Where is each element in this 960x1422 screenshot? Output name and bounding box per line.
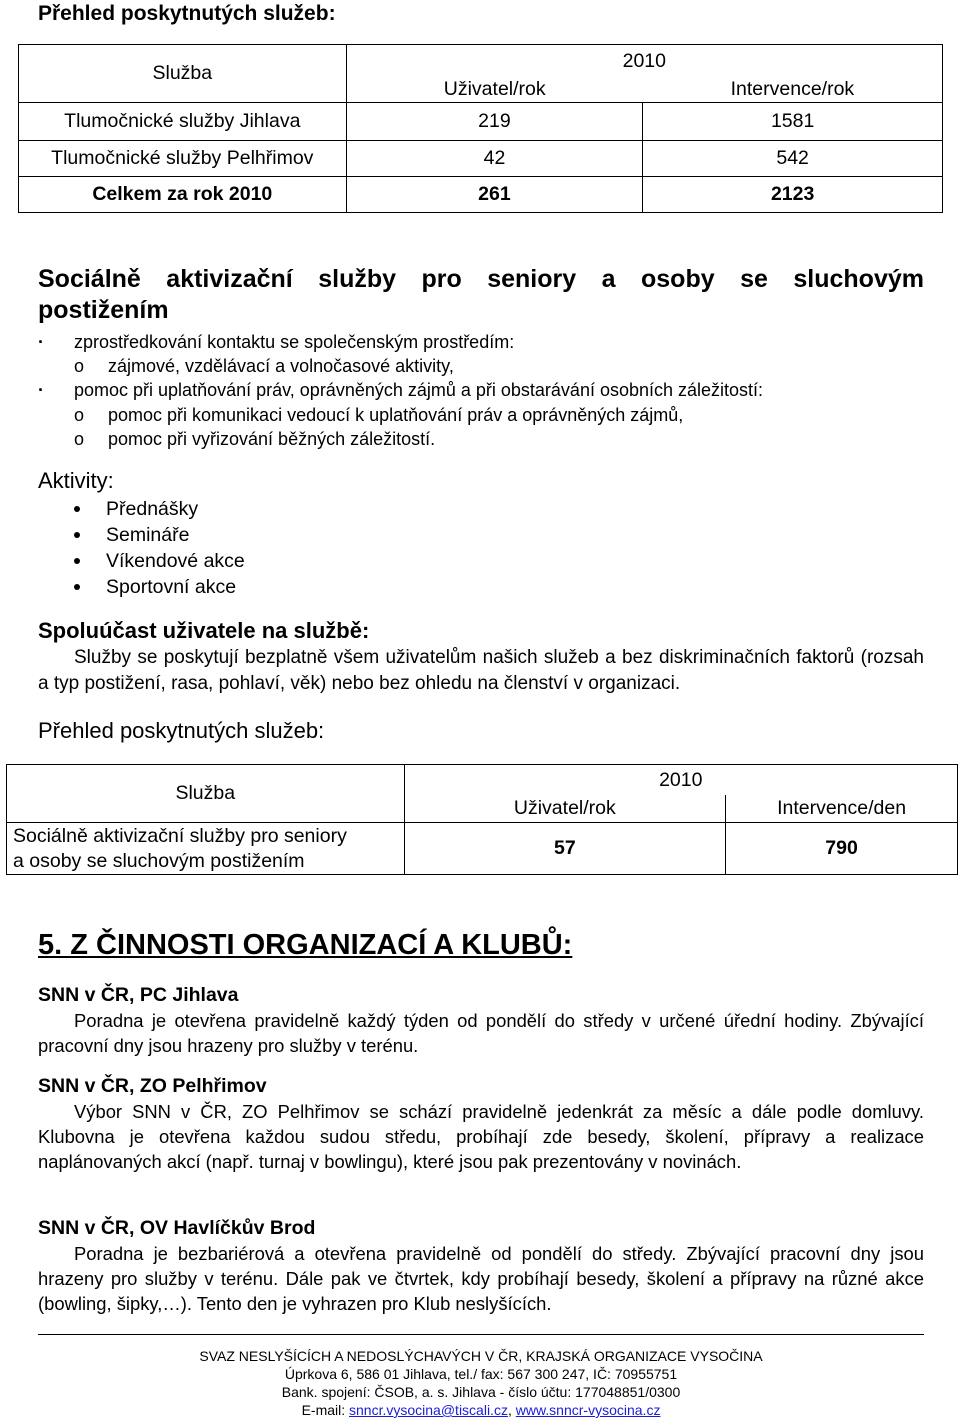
table1-header-service: Služba	[19, 45, 347, 103]
list-marker: ·	[38, 380, 44, 400]
table2-header-year: 2010	[404, 765, 957, 795]
bullet-icon	[74, 584, 80, 590]
list-marker: o	[74, 356, 85, 376]
org-text-jihlava: Poradna je otevřena pravidelně každý týden od pondělí do středy v určené úřední hodiny. Zbývající pracovní dny jsou hrazeny pro služby v terénu.	[38, 1010, 924, 1056]
activity-item: Přednášky	[106, 498, 199, 520]
footer-address: Úprkova 6, 586 01 Jihlava, tel./ fax: 567 300 247, IČ: 70955751	[284, 1366, 678, 1382]
activity-item: Semináře	[106, 524, 190, 546]
table-row	[19, 103, 943, 141]
table1-row2-service: Tlumočnické služby Pelhřimov	[19, 141, 347, 177]
table1-total-service: Celkem za rok 2010	[19, 177, 347, 213]
org-text-havlickuv-brod: Poradna je bezbariérová a otevřena pravidelně od pondělí do středy. Zbývající pracovní dny jsou hrazeny pro služby v terénu. Dále pak ve čtvrtek, kdy probíhají besedy, školení a přípravy na různé akce (bowling, šipky,…). Tento den je vyhrazen pro Klub neslyšících.	[38, 1243, 924, 1314]
table2-row-interventions: 790	[726, 823, 958, 875]
footer-separator: ,	[507, 1402, 512, 1418]
overview-heading-1: Přehled poskytnutých služeb:	[38, 2, 336, 25]
participation-heading: Spoluúčast uživatele na službě:	[38, 618, 370, 643]
table1-row1-interventions: 1581	[643, 103, 943, 141]
section-heading-activation-line1: Sociálně aktivizační služby pro seniory a osoby se sluchovým	[38, 265, 924, 293]
bullet-icon	[74, 506, 80, 512]
list-marker: o	[74, 405, 85, 425]
table2-row-service-line1: Sociálně aktivizační služby pro seniory	[13, 824, 347, 847]
table2-row-service-line2: a osoby se sluchovým postižením	[13, 849, 305, 872]
table2-header-users: Uživatel/rok	[404, 795, 726, 823]
table1-total-users: 261	[346, 177, 643, 213]
org-name-pelhrimov: SNN v ČR, ZO Pelhřimov	[38, 1075, 267, 1097]
table1-header-year: 2010	[346, 45, 942, 77]
list-item: zájmové, vzdělávací a volnočasové aktivity,	[108, 356, 454, 376]
list-item: pomoc při komunikaci vedoucí k uplatňování práv a oprávněných zájmů,	[108, 405, 684, 425]
list-item: zprostředkování kontaktu se společenským prostředím:	[74, 332, 515, 352]
table-row	[19, 141, 943, 177]
services-table-interpreting	[18, 44, 943, 213]
table1-header-interventions: Intervence/rok	[643, 77, 943, 103]
participation-text: Služby se poskytují bezplatně všem uživatelům našich služeb a bez diskriminačních faktorů (rozsah a typ postižení, rasa, pohlaví, věk) nebo bez ohledu na členství v organizaci.	[38, 647, 924, 694]
services-table-activation	[6, 764, 958, 875]
activity-item: Sportovní akce	[106, 576, 237, 598]
activity-item: Víkendové akce	[106, 550, 245, 572]
overview-heading-2: Přehled poskytnutých služeb:	[38, 718, 325, 743]
footer-email-link[interactable]: snncr.vysocina@tiscali.cz	[349, 1402, 508, 1418]
table-row	[7, 823, 958, 875]
footer-web-link[interactable]: www.snncr-vysocina.cz	[515, 1402, 661, 1418]
table1-header-users: Uživatel/rok	[346, 77, 643, 103]
table1-total-interventions: 2123	[643, 177, 943, 213]
footer-bank: Bank. spojení: ČSOB, a. s. Jihlava - číslo účtu: 177048851/0300	[281, 1384, 681, 1400]
table2-row-users: 57	[404, 823, 726, 875]
table2-row-service	[7, 823, 405, 875]
section-heading-organizations-text: 5. Z ČINNOSTI ORGANIZACÍ A KLUBŮ:	[38, 929, 573, 961]
section-heading-organizations	[38, 927, 572, 963]
footer-contact	[38, 1401, 924, 1419]
table1-row1-users: 219	[346, 103, 643, 141]
activities-heading: Aktivity:	[38, 468, 114, 493]
bullet-icon	[74, 558, 80, 564]
table1-row1-service: Tlumočnické služby Jihlava	[19, 103, 347, 141]
table2-header-service: Služba	[7, 765, 405, 823]
section-heading-activation-line2: postižením	[38, 296, 169, 324]
table-row-total	[19, 177, 943, 213]
org-name-jihlava: SNN v ČR, PC Jihlava	[38, 984, 239, 1006]
footer-email-label: E-mail:	[301, 1402, 346, 1418]
org-name-havlickuv-brod: SNN v ČR, OV Havlíčkův Brod	[38, 1217, 316, 1239]
list-marker: ·	[38, 332, 44, 352]
bullet-icon	[74, 532, 80, 538]
table1-row2-users: 42	[346, 141, 643, 177]
list-item: pomoc při vyřizování běžných záležitostí.	[108, 429, 436, 449]
org-text-pelhrimov: Výbor SNN v ČR, ZO Pelhřimov se schází pravidelně jedenkrát za měsíc a dále podle domluvy. Klubovna je otevřena každou sudou středu, probíhají zde besedy, školení, přípravy a realizace naplánovaných akcí (např. turnaj v bowlingu), které jsou pak prezentovány v novinách.	[38, 1101, 924, 1172]
list-marker: o	[74, 429, 85, 449]
table2-header-interventions: Intervence/den	[726, 795, 958, 823]
list-item: pomoc při uplatňování práv, oprávněných zájmů a při obstarávání osobních záležitostí:	[74, 380, 764, 400]
footer-org-name: SVAZ NESLYŠÍCÍCH A NEDOSLÝCHAVÝCH V ČR, KRAJSKÁ ORGANIZACE VYSOČINA	[199, 1348, 763, 1364]
footer-divider	[38, 1334, 924, 1335]
table1-row2-interventions: 542	[643, 141, 943, 177]
